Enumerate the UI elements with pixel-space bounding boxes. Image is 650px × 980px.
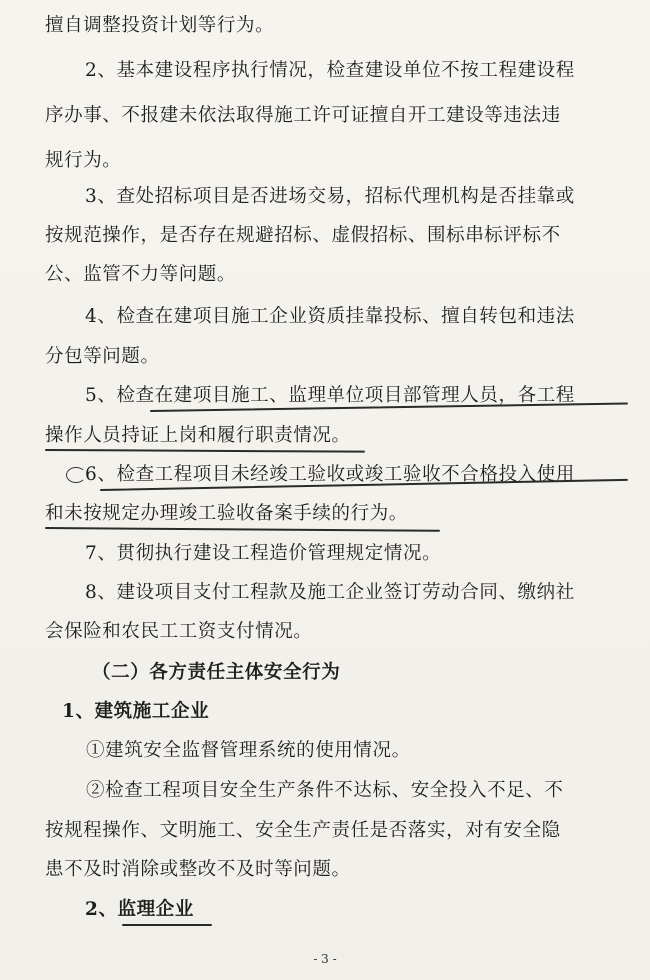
text-line-3: 序办事、不报建未依法取得施工许可证擅自开工建设等违法违 [45, 105, 561, 126]
text-line-7: 公、监管不力等问题。 [45, 264, 237, 285]
text-line-5: 3、查处招标项目是否进场交易，招标代理机构是否挂靠或 [85, 186, 575, 207]
text-line-21: 按规程操作、文明施工、安全生产责任是否落实，对有安全隐 [45, 820, 561, 841]
text-line-19: ①建筑安全监督管理系统的使用情况。 [86, 740, 411, 761]
text-line-14: 7、贯彻执行建设工程造价管理规定情况。 [85, 543, 442, 564]
text-line-22: 患不及时消除或整改不及时等问题。 [45, 859, 351, 880]
text-line-20: ②检查工程项目安全生产条件不达标、安全投入不足、不 [86, 780, 564, 801]
section-heading: （二）各方责任主体安全行为 [92, 662, 341, 683]
text-line-9: 分包等问题。 [45, 346, 160, 367]
ink-underline [45, 449, 365, 453]
text-line-1: 擅自调整投资计划等行为。 [45, 15, 275, 36]
text-line-10: 5、检查在建项目施工、监理单位项目部管理人员，各工程 [85, 385, 575, 406]
text-line-6: 按规范操作，是否存在规避招标、虚假招标、围标串标评标不 [45, 225, 561, 246]
text-line-16: 会保险和农民工工资支付情况。 [45, 621, 313, 642]
text-line-4: 规行为。 [45, 150, 122, 171]
subsection-heading-supervision: 2、监理企业 [85, 899, 194, 920]
text-line-2: 2、基本建设程序执行情况，检查建设单位不按工程建设程 [85, 60, 575, 81]
ink-underline [122, 924, 212, 926]
text-line-15: 8、建设项目支付工程款及施工企业签订劳动合同、缴纳社 [85, 582, 575, 603]
text-line-12: 6、检查工程项目未经竣工验收或竣工验收不合格投入使用 [85, 464, 575, 485]
text-line-8: 4、检查在建项目施工企业资质挂靠投标、擅自转包和违法 [85, 306, 575, 327]
subsection-heading-construction: 1、建筑施工企业 [62, 701, 210, 722]
page-number: - 3 - [313, 952, 337, 966]
text-line-13: 和未按规定办理竣工验收备案手续的行为。 [45, 503, 408, 524]
text-line-11: 操作人员持证上岗和履行职责情况。 [45, 425, 351, 446]
ink-underline [45, 527, 440, 532]
